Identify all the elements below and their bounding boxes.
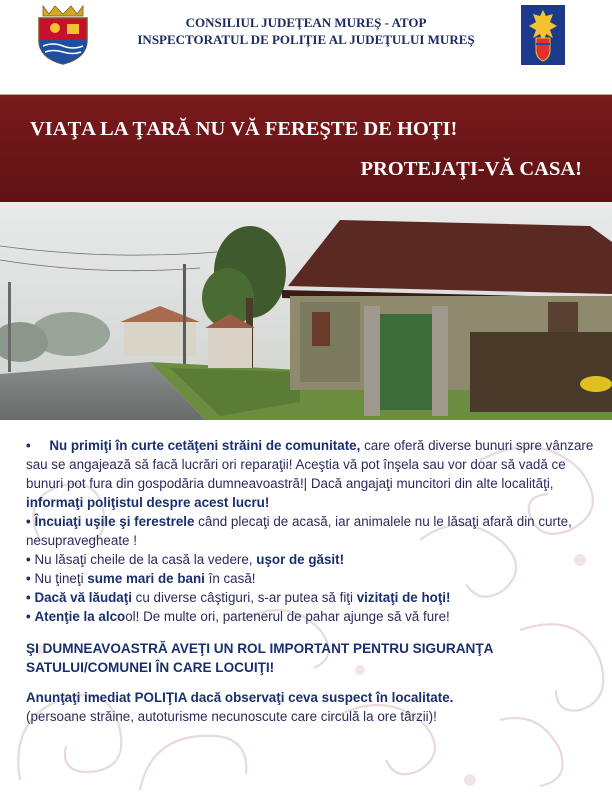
bullet-strangers-text: care oferă diverse bunuri spre vânzare sau se angajează să facă lucrări ori reparaţii! Aceştia vă pot înşela sau vor doar să vadă ce bunuri pot fura din gospodăria dumneavoastră!| Dacă angajaţi muncitori din alte localităţi, [26,438,594,491]
banner-title-line-1: VIAŢA LA ŢARĂ NU VĂ FEREŞTE DE HOŢI! [30,118,458,140]
report-notice [26,688,596,726]
header-line-police-inspectorate: INSPECTORATUL DE POLIŢIE AL JUDEŢULUI MUREŞ [137,32,475,47]
bullet-boasting-text: cu diverse câştiguri, s-ar putea să fiţi [131,590,357,605]
bullet-keys-text: Nu lăsaţi cheile de la casă la vedere, [34,552,257,567]
bullet-alcohol [26,607,596,626]
romanian-police-coat-of-arms-icon [520,4,566,66]
bullet-money-text-2: în casă! [204,571,256,586]
header-title-block [100,14,512,48]
bullet-strangers-bold: Nu primiţi în curte cetăţeni străini de comunitate, [49,438,361,453]
bullet-keys [26,550,596,569]
bullet-strangers-bold-2: informaţi poliţistul despre acest lucru! [26,495,270,510]
banner-title-line-2: PROTEJAŢI-VĂ CASA! [360,158,582,180]
bullet-lock-doors [26,512,596,550]
bullet-money [26,569,596,588]
bullet-money-bold: sume mari de bani [87,571,205,586]
bullet-alcohol-bold: Atenţie la alco [34,609,126,624]
bullet-marker: • [26,590,31,605]
bullet-marker: • [26,552,31,567]
report-notice-bold: Anunţaţi imediat POLIŢIA dacă observaţi ceva suspect în localitate. [26,690,454,705]
header [0,0,612,90]
title-banner [0,94,612,203]
bullet-lock-doors-text: când plecaţi de acasă, iar animalele nu le lăsaţi afară din curte, nesupravegheate ! [26,514,572,548]
mures-county-coat-of-arms-icon [35,4,91,66]
bullet-marker: • [26,514,31,529]
bullet-boasting-bold: Dacă vă lăudaţi [34,590,132,605]
bullet-boasting [26,588,596,607]
bullet-keys-bold: uşor de găsit! [256,552,345,567]
village-street-houses-photo [0,202,612,420]
bullet-lock-doors-bold: Încuiaţi uşile şi ferestrele [34,514,195,529]
header-line-county-council: CONSILIUL JUDEŢEAN MUREŞ - ATOP [185,15,427,30]
advice-content [26,436,596,726]
bullet-money-text: Nu ţineţi [34,571,88,586]
bullet-boasting-bold-2: vizitaţi de hoţi! [356,590,451,605]
bullet-marker: • [26,609,31,624]
bullet-alcohol-text: ol! De multe ori, partenerul de pahar ajunge să vă fure! [125,609,450,624]
bullet-strangers [26,436,596,512]
bullet-marker: • [26,438,31,453]
bullet-marker: • [26,571,31,586]
report-notice-text: (persoane străine, autoturisme necunoscute care circulă la ore târzii)! [26,709,437,724]
important-role-callout: ŞI DUMNEAVOASTRĂ AVEŢI UN ROL IMPORTANT PENTRU SIGURANŢA SATULUI/COMUNEI ÎN CARE LOCUIŢI! [26,641,493,675]
